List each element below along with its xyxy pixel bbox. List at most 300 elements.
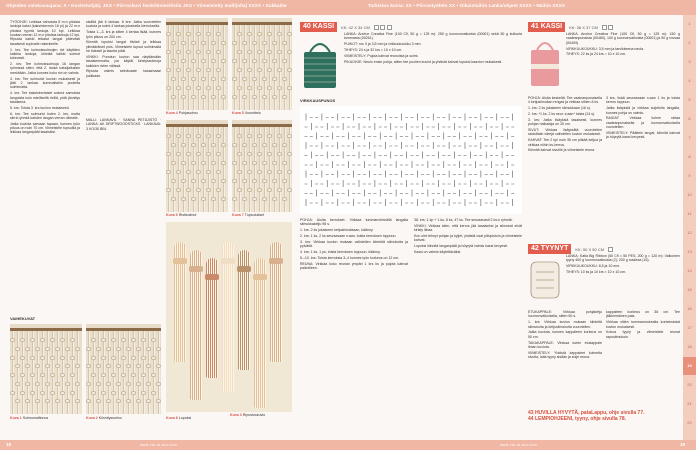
side-tab-1[interactable]: 1 — [688, 21, 691, 26]
knot — [136, 364, 141, 368]
section40-col-b-paragraph: Kun olet tehnyt pohjan ja kyljet, yhdistä osat piilopistoin ja viimeistele kahvat. — [414, 234, 522, 243]
knot — [272, 41, 277, 45]
knot — [86, 399, 91, 403]
section-41-image — [528, 34, 562, 92]
knot — [50, 373, 55, 377]
caption-text: Ripustuskuvio — [242, 413, 266, 417]
section40-col-a-paragraph: 2. krs: 1 ks, 2 ks seuraavaan s:aan, toista kerroksen loppuun. — [300, 234, 397, 239]
knot — [272, 77, 277, 81]
wooden-rod — [232, 124, 292, 127]
section40-col-a-paragraph: 4. krs: 1 ks, 1 ps, toista kerroksen loppuun, käänny. — [300, 250, 381, 255]
side-tab-11[interactable]: 11 — [687, 211, 692, 216]
section41-col-a-paragraph: Kiinnitä kahvat sivuille ja viimeistele reuna. — [528, 148, 596, 153]
knot — [156, 364, 161, 368]
knot — [40, 338, 45, 342]
bag-illustration-icon — [300, 34, 340, 92]
knot — [206, 152, 211, 156]
section40-col-a-paragraph: 1. krs: 2 ks jokaiseen ketjusilmukkaan, käänny. — [300, 228, 374, 233]
side-tab-9[interactable]: 9 — [688, 173, 691, 178]
knot — [262, 59, 267, 63]
knot — [252, 161, 257, 165]
knot — [277, 188, 282, 192]
knot — [237, 32, 242, 36]
knot — [75, 382, 80, 386]
knot — [206, 32, 211, 36]
knot — [196, 32, 201, 36]
knot — [282, 77, 287, 81]
knot — [247, 50, 252, 54]
knot — [196, 152, 201, 156]
knot — [277, 152, 282, 156]
knot — [10, 356, 15, 360]
section40-col-a-paragraph: 3. krs: Virkkaa kuvion mukaan vaihdellen kiinteitä silmukoita ja pylväitä. — [300, 239, 408, 249]
knot — [242, 59, 247, 63]
knot — [96, 364, 101, 368]
knot — [206, 86, 211, 90]
knot — [287, 134, 292, 138]
knot — [216, 86, 221, 90]
caption-label: Kuva 8 — [166, 416, 178, 420]
tassel — [254, 258, 266, 408]
side-tab-8[interactable]: 8 — [688, 154, 691, 159]
knot — [176, 68, 181, 72]
step-photo-2 — [86, 324, 161, 414]
knot — [181, 161, 186, 165]
knot — [116, 399, 121, 403]
knot — [196, 86, 201, 90]
knot — [242, 41, 247, 45]
knot — [91, 391, 96, 395]
knot — [121, 373, 126, 377]
knot — [171, 95, 176, 99]
knot — [221, 95, 226, 99]
knot — [126, 347, 131, 351]
knot — [65, 347, 70, 351]
knot — [267, 32, 272, 36]
knot — [196, 134, 201, 138]
knot — [211, 143, 216, 147]
section-40-lanka: LANKA: Anchor Creativa Fine (100 Cfl, 50 g = 125 m): 250 g luonnonvalkoista (00001) sekä 50 g kulkuria tummasta (00261). — [344, 32, 522, 41]
side-tab-6[interactable]: 6 — [688, 116, 691, 121]
knot — [25, 382, 30, 386]
knot — [50, 338, 55, 342]
knot — [191, 143, 196, 147]
side-tab-2[interactable]: 2 — [688, 40, 691, 45]
knot — [70, 391, 75, 395]
knot — [146, 364, 151, 368]
knot — [40, 391, 45, 395]
knot — [181, 59, 186, 63]
knot — [201, 161, 206, 165]
caption-kuva8 — [166, 416, 191, 420]
knot — [30, 391, 35, 395]
knot — [55, 347, 60, 351]
knot — [211, 179, 216, 183]
side-tab-12[interactable]: 12 — [687, 230, 692, 235]
knot — [106, 347, 111, 351]
knot — [257, 170, 262, 174]
knot — [277, 170, 282, 174]
side-tab-14[interactable]: 14 — [687, 268, 692, 273]
knot — [237, 152, 242, 156]
knot — [232, 77, 237, 81]
knot — [75, 347, 80, 351]
knot — [216, 170, 221, 174]
knot — [176, 152, 181, 156]
knot — [70, 356, 75, 360]
side-tab-21[interactable]: 21 — [687, 401, 692, 406]
knot — [166, 152, 171, 156]
knot — [237, 68, 242, 72]
knot — [60, 391, 65, 395]
side-tab-15[interactable]: 15 — [687, 287, 692, 292]
knot — [96, 399, 101, 403]
section-42-image — [528, 256, 562, 306]
section-40-instructions-b — [414, 218, 522, 428]
knot — [262, 197, 267, 201]
knot — [126, 399, 131, 403]
side-tab-22[interactable]: 22 — [687, 420, 692, 425]
knot — [257, 32, 262, 36]
knot — [221, 143, 226, 147]
knot — [181, 179, 186, 183]
knot — [277, 68, 282, 72]
knot — [35, 347, 40, 351]
knot — [106, 399, 111, 403]
knot — [146, 382, 151, 386]
knot — [10, 373, 15, 377]
knot — [242, 161, 247, 165]
knot — [252, 95, 257, 99]
knot — [121, 338, 126, 342]
section42-col-a-paragraph: ETUKAPPALE: Virkkaa pohjaketju luonnonvalkoisella, sitten 50 s. — [528, 310, 602, 319]
knot — [60, 373, 65, 377]
side-tabs — [683, 15, 696, 440]
knot — [196, 188, 201, 192]
knot — [242, 197, 247, 201]
wooden-rod — [232, 22, 292, 25]
knot — [15, 382, 20, 386]
section42-col-b-paragraph: Kokoa tyyny ja viimeistele reunat rapusilmukoin. — [606, 330, 680, 339]
knot — [176, 86, 181, 90]
section-41-size: KK: 38 X 37 CM — [569, 24, 598, 30]
knot — [267, 134, 272, 138]
knot — [156, 382, 161, 386]
knot — [45, 347, 50, 351]
caption-label: Kuva 3 — [230, 413, 242, 417]
knot — [181, 95, 186, 99]
knot — [257, 188, 262, 192]
top-bar — [0, 0, 696, 15]
knot — [176, 170, 181, 174]
knot — [101, 391, 106, 395]
section40-col-a-paragraph: POHJA: Aloita kerrokset. Virkkaa tummanvihreällä langalla silmukkaketju 98 s. — [300, 218, 408, 227]
knot — [30, 338, 35, 342]
step-photos-title: VAIHEKUVAT — [10, 316, 36, 321]
knot — [70, 338, 75, 342]
step-photo-1 — [10, 324, 82, 414]
knot — [237, 86, 242, 90]
section-40-puikot: PUIKOT: nro 3 ja 3,5 mm ja virkkuukoukku 3 mm. — [344, 42, 422, 47]
knot — [267, 50, 272, 54]
knot — [282, 41, 287, 45]
knot — [25, 364, 30, 368]
knot — [15, 364, 20, 368]
side-tab-19[interactable]: 19 — [683, 357, 696, 375]
section-41-instructions-b — [606, 96, 680, 236]
knot — [287, 188, 292, 192]
knot — [91, 356, 96, 360]
knot — [86, 347, 91, 351]
section42-col-a-paragraph: TAKAKAPPALE: Virkkaa kuten etukappale ilman kuviota. — [528, 340, 602, 349]
knot — [232, 59, 237, 63]
side-tab-13[interactable]: 13 — [687, 249, 692, 254]
knot — [156, 399, 161, 403]
section-42-puikot: VIRKKUUKOUKKU: 8,5 ja 10 mm. — [566, 264, 621, 269]
page-number-right: 19 — [680, 442, 686, 447]
knot — [35, 382, 40, 386]
knot — [232, 41, 237, 45]
col1-paras-paragraph: TYÖOHJE: Leikkaa vahvasta 8 m:n pituisia lankoja kaksi (kaksinkerroin 16 pi) ja 22 m:n pituisia tyyntä lankoja 10 kpl. Leikkaa kuukan verran 12 m:n pituisia lankoja 12 kpl. Ripusta kaikki leikatut langat pätevästi tasaisesti sopivalle rakenteelle. — [10, 20, 80, 46]
caption-text: Solmumallinnus — [22, 416, 49, 420]
knot — [282, 59, 287, 63]
col2-paras-paragraph: Ripusta valmis seinävaate haluamaasi paikkaan. — [86, 69, 161, 78]
knot — [206, 50, 211, 54]
knot — [257, 134, 262, 138]
knot — [267, 188, 272, 192]
knot — [272, 59, 277, 63]
col1-paras-paragraph: 3. krs: Tee solmurivi kuvion mukaisesti ja jätä 2 lankaa kummaltakin puolelta solmimatta. — [10, 76, 80, 90]
difficulty-checks — [602, 25, 614, 30]
knot — [201, 143, 206, 147]
section-40-tiheys: TIHEYS: 24 s ja 32 krs = 10 x 10 cm. — [344, 48, 403, 53]
knot — [277, 86, 282, 90]
section41-col-b-paragraph: VIIMEISTELY: Päättele langat, kiinnitä kahvat ja höyrytä kassi kevyesti. — [606, 130, 680, 140]
caption-label: Kuva 7 — [232, 213, 244, 217]
knot — [166, 188, 171, 192]
knot — [86, 382, 91, 386]
macrame-photo-3 — [166, 120, 228, 212]
knot — [181, 77, 186, 81]
macrame-photo-2 — [232, 18, 292, 110]
section40-col-b-paragraph: Lopuksi kiinnitä langanpäät ja höyrytä valmis kassi kevyesti. — [414, 244, 509, 249]
knot — [35, 364, 40, 368]
knot — [221, 77, 226, 81]
knot — [237, 188, 242, 192]
knot — [116, 382, 121, 386]
knot — [282, 197, 287, 201]
knot — [10, 391, 15, 395]
knot — [176, 50, 181, 54]
kaavio-title: VIRKKAUSPUNOS — [300, 98, 336, 103]
section40-col-a-paragraph: REUNA: Virkkaa koko reunan ympäri 1 krs ks ja pujota kahvat paikoilleen. — [300, 261, 408, 271]
knot — [191, 197, 196, 201]
knot — [242, 179, 247, 183]
caption-text: Tupsutukset — [244, 213, 265, 217]
col2-paras-paragraph: Toista 1.–3. krs ja sitten 4 kertaa lisää, kunnes työn pituus on 200 cm. — [86, 30, 161, 39]
knot — [136, 382, 141, 386]
knot — [277, 134, 282, 138]
section41-col-b-paragraph: Jatka lisäyksiä ja virkkaa suljetulla langalla, kunnes pohja on valmis. — [606, 106, 680, 115]
knot — [287, 50, 292, 54]
knot — [252, 41, 257, 45]
col1-paras-paragraph: 2. krs: Tee kolmoissolmuja 16 langan ryhmissä siten, että 2. lanka kaksijalkaisin merkitään. Jatka kunnes koko rivi on valmis. — [10, 62, 80, 75]
knot — [206, 188, 211, 192]
section-42-instructions-b — [606, 310, 680, 404]
knot — [232, 95, 237, 99]
knot — [171, 143, 176, 147]
knot — [171, 41, 176, 45]
knot — [146, 347, 151, 351]
side-tab-4[interactable]: 4 — [688, 78, 691, 83]
section42-col-a-paragraph: Jatka kuviota, kunnes kappaleen korkeus on 50 cm. — [528, 330, 602, 339]
knot — [171, 77, 176, 81]
instructions-column-1 — [10, 20, 80, 310]
section-40-viimeistely: VIIMEISTELY: Pujota kahvat reunoista ja solmi. — [344, 53, 419, 58]
tassel — [222, 242, 234, 392]
section-41-badge: 41 KASSI — [528, 22, 565, 32]
knot — [242, 95, 247, 99]
knot — [216, 152, 221, 156]
knot — [86, 364, 91, 368]
knot — [216, 50, 221, 54]
knot — [10, 338, 15, 342]
knot — [91, 373, 96, 377]
knot — [201, 41, 206, 45]
knot — [206, 68, 211, 72]
knot — [101, 338, 106, 342]
knot — [252, 143, 257, 147]
knot — [242, 77, 247, 81]
knot — [252, 179, 257, 183]
section-42-badge: 42 TYYNYT — [528, 244, 571, 254]
knot — [272, 161, 277, 165]
knot — [151, 373, 156, 377]
knot — [96, 382, 101, 386]
caption-kuva3 — [230, 413, 265, 417]
macrame-photo-4 — [232, 120, 292, 212]
knot — [282, 179, 287, 183]
knot — [65, 382, 70, 386]
side-tab-18[interactable]: 18 — [687, 344, 692, 349]
knot — [252, 197, 257, 201]
section40-col-a-paragraph: 5.–10. krs: Toista kerroksia 3–4 kunnes työn korkeus on 12 cm. — [300, 255, 400, 260]
section-40-ohje: PIKAOHJE: Neulo ensin pohja, sitten tee puolien kuviot ja yhdistä kahvat lopuksi kaavion mukaisesti. — [344, 59, 503, 64]
side-tab-5[interactable]: 5 — [688, 97, 691, 102]
col2-paras-paragraph: VINKKI: Punotun kuvion saa näyttämään tasaisemmalta, jos käytät kiristyssolmuja kaikkien rivien välissä. — [86, 54, 161, 68]
knot — [272, 143, 277, 147]
side-tab-10[interactable]: 10 — [687, 192, 692, 197]
knot — [166, 134, 171, 138]
knot — [287, 32, 292, 36]
instructions-credit — [86, 118, 161, 228]
section42-col-b-paragraph: kappaleen korkeus on 36 cm. Tee jälkimmäinen pala. — [606, 310, 680, 319]
knot — [186, 68, 191, 72]
knot — [272, 179, 277, 183]
knot — [247, 68, 252, 72]
tassel-photo-large — [166, 222, 292, 412]
knot — [151, 338, 156, 342]
knot — [116, 364, 121, 368]
knot — [91, 338, 96, 342]
section-40-image — [300, 34, 340, 94]
caption-kuva5 — [232, 111, 261, 115]
side-tab-17[interactable]: 17 — [687, 325, 692, 330]
knot — [166, 86, 171, 90]
knot — [221, 179, 226, 183]
knot — [106, 382, 111, 386]
promo-line-2: 44 LEMPIOHJEENI, tyyny, ohje sivulla 78. — [528, 416, 626, 422]
knot — [131, 356, 136, 360]
knot — [211, 161, 216, 165]
knot — [45, 382, 50, 386]
col1-paras-paragraph: 6. krs: Tee solmurivi kuten 2. krs, mutta siirrä ryhmiä kahden langan verran oikealle. — [10, 111, 80, 120]
knot — [15, 347, 20, 351]
knot — [191, 161, 196, 165]
section-42-lanka: LANKA: Katia Big Ribbon (50 Cfl = 50 PES, 200 g = 120 m): Valkoinen tyyny 400 g luonnonvalkoista (2); 200 g ruskeaa (16). — [566, 254, 680, 263]
section-42-tiheys: TIHEYS: 10 ks ja 10 krs = 10 x 10 cm. — [566, 270, 627, 275]
section41-col-b-paragraph: 3 krs, lisää seuraavaan s:aan 1 ks ja toista kerros loppuun. — [606, 96, 680, 105]
col1-paras-paragraph: 1. krs: Tee kolmoissolmujen rivi käyttäen kaikkia lankoja, kiinnitä kaikki solmut tukevasti. — [10, 47, 80, 61]
knot — [237, 134, 242, 138]
knot — [272, 197, 277, 201]
caption-text: Ristisolmut — [178, 213, 197, 217]
knot — [50, 391, 55, 395]
section-40-size: KK: 42 X 34 CM — [341, 24, 370, 30]
header-right: Tarkistus kuvia: XX • Piirrostyöhön XX • Oikaistuihin Lanka/ohjeet XXXX • Näihin XXXX — [368, 3, 566, 8]
footer-site-right: www.vie-ra-kru.com — [500, 442, 537, 447]
side-tab-16[interactable]: 16 — [687, 306, 692, 311]
knot — [237, 170, 242, 174]
knot — [287, 170, 292, 174]
section41-col-a-paragraph: 3. krs: Jatka lisäyksiä tasaisesti, kunnes pohjan halkaisija on 20 cm. — [528, 117, 602, 127]
tassel — [190, 250, 202, 400]
caption-text: Kiinnityssolmu — [98, 416, 122, 420]
knot — [65, 364, 70, 368]
knot — [262, 41, 267, 45]
knot — [267, 170, 272, 174]
knot — [232, 179, 237, 183]
knot — [121, 391, 126, 395]
promo-box — [528, 410, 678, 422]
knot — [277, 50, 282, 54]
knot — [282, 143, 287, 147]
knot — [35, 399, 40, 403]
col1-paras-paragraph: 4. krs: Tee kaksinkertaiset solmut samoista langoista kuin edellisellä rivillä, pidä jännitys tasaisena. — [10, 91, 80, 104]
knot — [201, 59, 206, 63]
knot — [146, 399, 151, 403]
caption-text: Pohjasolmu — [178, 111, 198, 115]
caption-kuva4 — [166, 111, 198, 115]
knot — [55, 399, 60, 403]
section-41-materials — [566, 32, 680, 92]
knot — [257, 86, 262, 90]
knot — [111, 373, 116, 377]
knot — [171, 197, 176, 201]
side-tab-3[interactable]: 3 — [688, 59, 691, 64]
col1-paras-paragraph: Jatka kuviota samaan tapaan, kunnes työn pituus on noin 70 cm. Viimeistele tupsuilla ja leikkaa langanpäät tasaisiksi. — [10, 121, 80, 135]
knot — [176, 32, 181, 36]
knot — [216, 68, 221, 72]
pillow-illustration-icon — [528, 256, 562, 304]
side-tab-20[interactable]: 20 — [687, 382, 692, 387]
knot — [216, 32, 221, 36]
knot — [191, 77, 196, 81]
col2-paras-paragraph: sisältä jää 6 lankaa. 8 krs: Jatka vuorotellen kuviota ja solmi 4 lankaa jokaisella kierroksella. — [86, 20, 161, 29]
side-tab-7[interactable]: 7 — [688, 135, 691, 140]
knot — [181, 197, 186, 201]
knot — [232, 161, 237, 165]
